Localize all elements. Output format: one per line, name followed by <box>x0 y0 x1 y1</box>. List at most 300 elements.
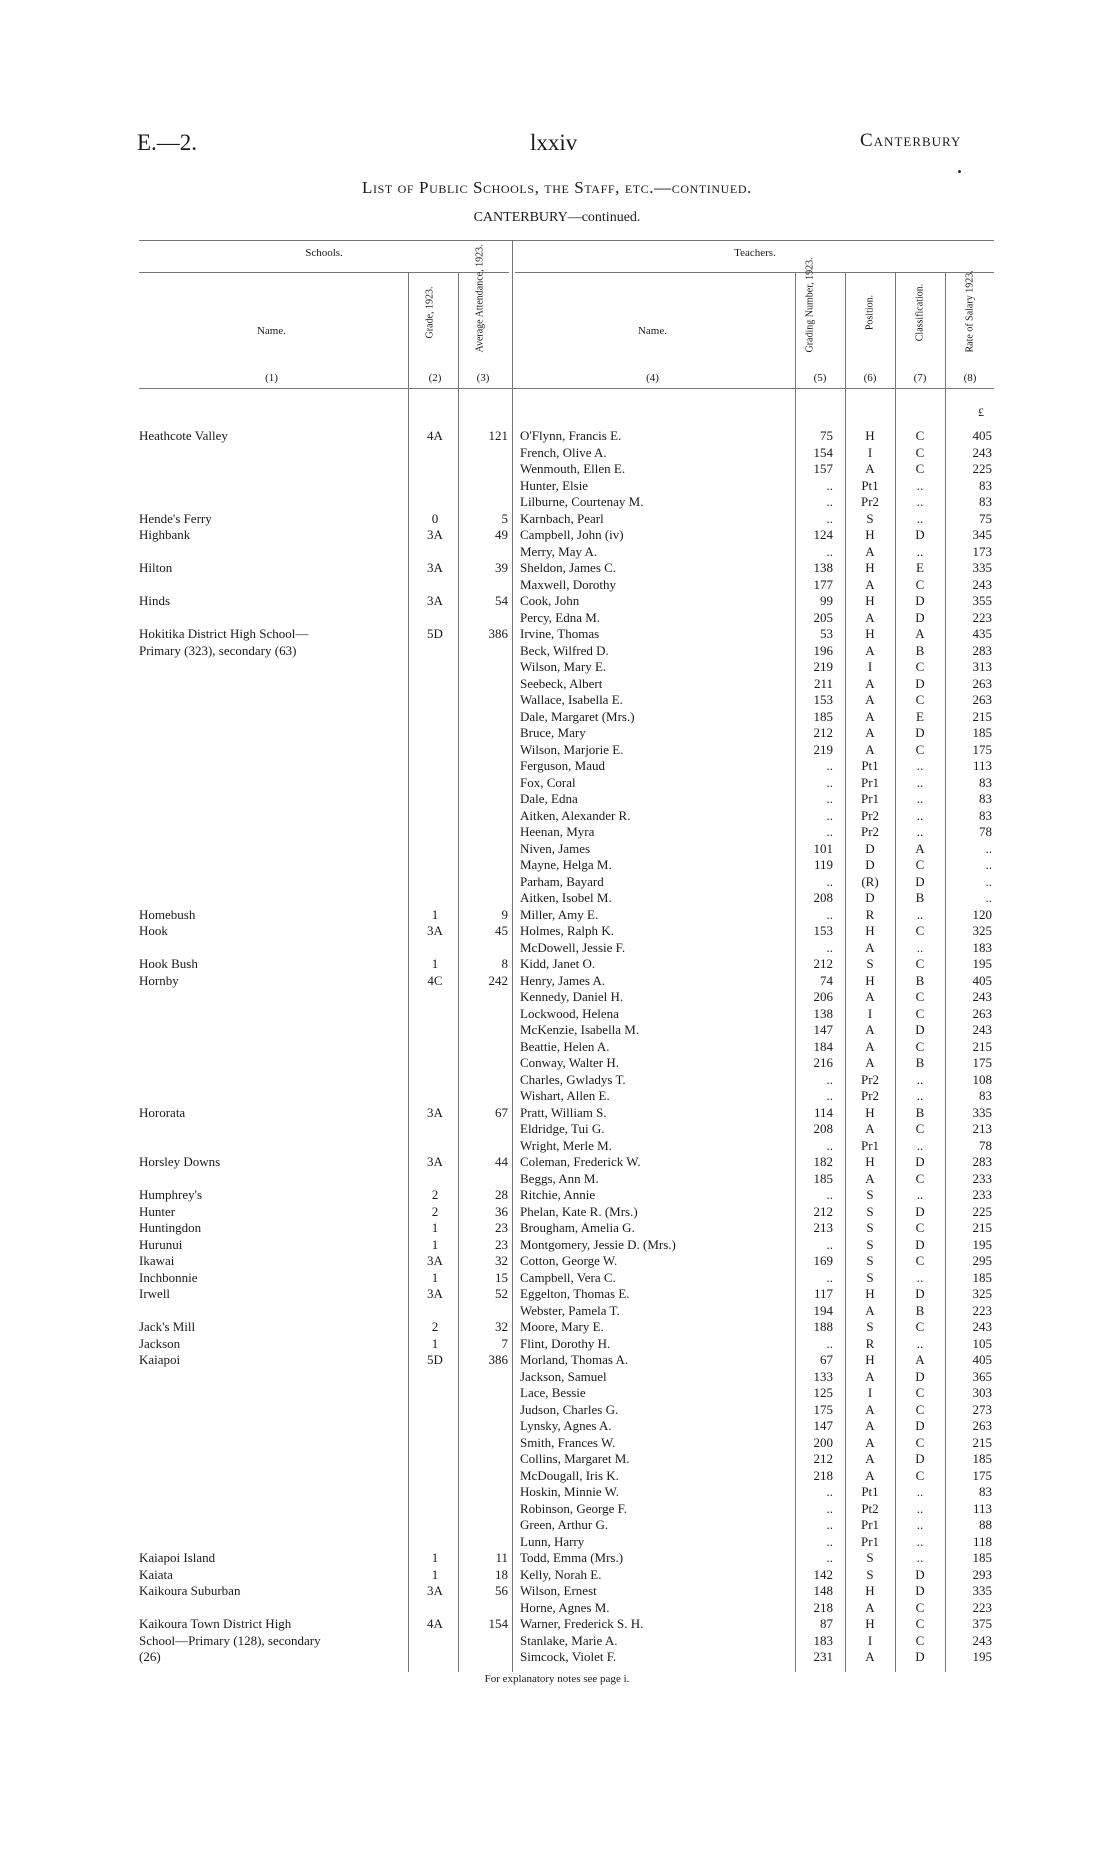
group-teachers: Teachers. <box>734 247 776 259</box>
teacher-classification: D <box>915 1451 925 1466</box>
teacher-name: Lace, Bessie <box>520 1385 586 1400</box>
average-attendance: 8 <box>501 956 508 971</box>
salary-rate: 215 <box>972 708 992 724</box>
table-row <box>0 1039 1114 1055</box>
teacher-classification: D <box>915 1154 925 1169</box>
teacher-name: McDowell, Jessie F. <box>520 939 626 955</box>
teacher-name: Lynsky, Agnes A. <box>520 1418 612 1433</box>
table-row <box>0 907 1114 923</box>
salary-rate: .. <box>985 873 992 889</box>
teacher-classification: C <box>915 1616 925 1631</box>
school-name: Hook Bush <box>139 956 198 971</box>
salary-rate: 195 <box>972 956 992 971</box>
table-row <box>0 1072 1114 1088</box>
table-row <box>0 560 1114 576</box>
teacher-name: Niven, James <box>520 840 591 856</box>
teacher-name: Cotton, George W. <box>520 1253 618 1268</box>
teacher-classification: .. <box>916 1269 924 1285</box>
col-num-3: (3) <box>476 372 490 384</box>
teacher-position: A <box>865 939 875 955</box>
table-row <box>0 1204 1114 1220</box>
teacher-position: Pt1 <box>861 477 879 493</box>
salary-rate: 223 <box>972 1599 992 1615</box>
teacher-classification: D <box>915 1368 925 1384</box>
average-attendance: 56 <box>495 1583 508 1598</box>
table-row <box>0 890 1114 906</box>
grading-number: .. <box>826 791 833 806</box>
school-grade: 5D <box>427 1352 443 1367</box>
school-name: Humphrey's <box>139 1187 203 1202</box>
grading-number: 124 <box>813 527 833 542</box>
table-row <box>0 1088 1114 1104</box>
average-attendance: 386 <box>488 626 508 641</box>
grading-number: .. <box>826 1187 833 1202</box>
teacher-classification: .. <box>916 1533 924 1549</box>
teacher-name: Beattie, Helen A. <box>520 1038 610 1054</box>
salary-rate: 215 <box>972 1434 992 1450</box>
teacher-classification: C <box>915 956 925 971</box>
school-grade: 1 <box>431 1220 439 1235</box>
average-attendance: 121 <box>488 428 508 443</box>
salary-rate: 83 <box>979 494 992 509</box>
table-row <box>0 1006 1114 1022</box>
teacher-position: A <box>865 708 875 724</box>
school-grade: 4C <box>427 972 443 988</box>
table-row <box>0 428 1114 444</box>
school-name: Hook <box>139 923 168 938</box>
school-grade: 4A <box>427 428 443 443</box>
col-num-1: (1) <box>265 372 278 384</box>
teacher-name: Wright, Merle M. <box>520 1137 612 1153</box>
school-name: (26) <box>139 1649 161 1664</box>
teacher-name: Campbell, John (iv) <box>520 527 624 542</box>
school-name: Heathcote Valley <box>139 428 228 443</box>
grading-number: 119 <box>813 857 833 872</box>
grading-number: 200 <box>813 1434 833 1450</box>
teacher-name: Wallace, Isabella E. <box>520 692 623 707</box>
footer-note: For explanatory notes see page i. <box>484 1673 630 1685</box>
school-grade: 3A <box>427 1154 443 1169</box>
school-name: Kaiapoi <box>139 1352 181 1367</box>
school-name: Jack's Mill <box>139 1319 196 1334</box>
salary-rate: 313 <box>972 659 992 674</box>
grading-number: 147 <box>813 1022 833 1037</box>
col-school-name: Name. <box>256 325 286 337</box>
teacher-classification: C <box>915 989 925 1004</box>
teacher-name: Robinson, George F. <box>520 1500 628 1516</box>
salary-rate: 213 <box>972 1121 992 1136</box>
teacher-classification: C <box>915 1632 925 1648</box>
teacher-name: Merry, May A. <box>520 543 598 559</box>
salary-rate: 243 <box>972 1632 992 1648</box>
teacher-classification: C <box>915 1599 925 1615</box>
salary-rate: 175 <box>972 1467 992 1483</box>
teacher-name: Morland, Thomas A. <box>520 1352 629 1367</box>
table-row <box>0 676 1114 692</box>
table-row <box>0 1583 1114 1599</box>
teacher-position: Pr1 <box>860 791 880 806</box>
teacher-name: Seebeck, Albert <box>520 675 603 691</box>
salary-rate: 223 <box>972 609 992 625</box>
teacher-classification: .. <box>916 939 924 955</box>
teacher-classification: .. <box>916 510 924 526</box>
table-row <box>0 478 1114 494</box>
grading-number: 75 <box>820 428 833 443</box>
average-attendance: 36 <box>495 1203 508 1219</box>
teacher-name: Heenan, Myra <box>520 824 595 839</box>
school-grade: 3A <box>427 560 443 575</box>
school-grade: 1 <box>431 1269 439 1285</box>
teacher-classification: C <box>915 1319 925 1334</box>
salary-rate: 325 <box>972 923 992 938</box>
table-row <box>0 1286 1114 1302</box>
teacher-name: Percy, Edna M. <box>520 609 601 625</box>
table-row <box>0 841 1114 857</box>
page-subtitle: CANTERBURY—continued. <box>473 210 641 225</box>
teacher-position: R <box>865 906 875 922</box>
teacher-name: McDougall, Iris K. <box>520 1467 619 1483</box>
grading-number: .. <box>826 1484 833 1499</box>
school-name: School—Primary (128), secondary <box>139 1632 321 1648</box>
school-name: Primary (323), secondary (63) <box>139 642 297 658</box>
table-row <box>0 1187 1114 1203</box>
teacher-classification: .. <box>916 824 924 839</box>
teacher-classification: .. <box>916 1071 924 1087</box>
teacher-position: A <box>865 1121 875 1136</box>
teacher-name: Simcock, Violet F. <box>520 1649 617 1664</box>
school-name: Kaikoura Suburban <box>139 1583 241 1598</box>
table-row <box>0 1319 1114 1335</box>
teacher-name: O'Flynn, Francis E. <box>520 428 622 443</box>
teacher-name: Aitken, Isobel M. <box>520 890 612 905</box>
table-row <box>0 1270 1114 1286</box>
teacher-classification: .. <box>916 1484 924 1499</box>
teacher-classification: .. <box>916 477 924 493</box>
teacher-classification: C <box>915 741 925 757</box>
average-attendance: 7 <box>501 1335 508 1351</box>
grading-number: .. <box>826 1335 833 1351</box>
teacher-position: Pr2 <box>860 1071 880 1087</box>
school-grade: 3A <box>427 1253 443 1268</box>
teacher-name: Karnbach, Pearl <box>520 510 604 526</box>
table-row <box>0 940 1114 956</box>
grading-number: .. <box>826 1071 833 1087</box>
salary-rate: 243 <box>972 1319 992 1334</box>
teacher-classification: B <box>915 972 925 988</box>
salary-rate: 243 <box>972 1022 992 1037</box>
teacher-position: Pt1 <box>861 758 879 773</box>
teacher-position: A <box>865 741 875 757</box>
school-grade: 2 <box>431 1187 439 1202</box>
table-row <box>0 1336 1114 1352</box>
teacher-position: A <box>865 1434 875 1450</box>
teacher-position: Pt2 <box>861 1500 879 1516</box>
table-row <box>0 544 1114 560</box>
salary-rate: 83 <box>979 1088 992 1103</box>
table-row <box>0 1451 1114 1467</box>
school-name: Jackson <box>139 1335 181 1351</box>
table-row <box>0 1567 1114 1583</box>
teacher-classification: E <box>916 708 924 724</box>
grading-number: .. <box>826 1517 833 1532</box>
grading-number: 208 <box>813 1121 833 1136</box>
teacher-position: Pr2 <box>860 494 880 509</box>
school-name: Kaiata <box>139 1566 173 1582</box>
salary-rate: 105 <box>972 1335 992 1351</box>
table-row <box>0 461 1114 477</box>
table-row <box>0 643 1114 659</box>
teacher-classification: D <box>915 527 925 542</box>
school-grade: 1 <box>431 1550 439 1565</box>
teacher-classification: C <box>915 1170 925 1186</box>
average-attendance: 5 <box>501 510 508 526</box>
teacher-name: Stanlake, Marie A. <box>520 1632 618 1648</box>
teacher-classification: C <box>915 428 925 443</box>
teacher-classification: C <box>915 923 925 938</box>
table-row <box>0 626 1114 642</box>
teacher-classification: E <box>916 560 924 575</box>
teacher-position: A <box>865 989 875 1004</box>
grading-number: 138 <box>813 560 833 575</box>
teacher-classification: C <box>915 576 925 592</box>
teacher-name: Pratt, William S. <box>520 1104 607 1120</box>
teacher-classification: D <box>915 609 925 625</box>
teacher-name: Lilburne, Courtenay M. <box>520 494 644 509</box>
teacher-position: A <box>865 1302 875 1318</box>
table-row <box>0 725 1114 741</box>
teacher-position: H <box>865 1286 875 1301</box>
table-row <box>0 1385 1114 1401</box>
teacher-classification: A <box>915 1352 925 1367</box>
grading-number: 67 <box>820 1352 833 1367</box>
grading-number: 184 <box>813 1038 833 1054</box>
teacher-classification: C <box>915 857 925 872</box>
school-name: Kaiapoi Island <box>139 1550 216 1565</box>
teacher-name: Beggs, Ann M. <box>520 1170 599 1186</box>
teacher-classification: C <box>915 1401 925 1417</box>
table-row <box>0 808 1114 824</box>
grading-number: 154 <box>813 444 833 460</box>
teacher-name: Mayne, Helga M. <box>520 857 612 872</box>
school-grade: 3A <box>427 593 443 608</box>
grading-number: 153 <box>813 692 833 707</box>
salary-rate: 83 <box>979 807 992 823</box>
teacher-position: A <box>865 1038 875 1054</box>
average-attendance: 45 <box>495 923 508 938</box>
teacher-position: Pr1 <box>860 1533 880 1549</box>
average-attendance: 28 <box>495 1187 508 1202</box>
grading-number: .. <box>826 1137 833 1153</box>
teacher-classification: .. <box>916 791 924 806</box>
school-name: Huntingdon <box>139 1220 202 1235</box>
col-attendance: Average Attendance, 1923. <box>474 244 486 353</box>
table-row <box>0 1649 1114 1665</box>
teacher-position: H <box>865 626 875 641</box>
teacher-classification: D <box>915 1203 925 1219</box>
salary-rate: 405 <box>972 972 992 988</box>
teacher-name: Lockwood, Helena <box>520 1005 619 1021</box>
teacher-classification: .. <box>916 1550 924 1565</box>
teacher-name: Irvine, Thomas <box>520 626 600 641</box>
teacher-classification: C <box>915 1434 925 1450</box>
average-attendance: 54 <box>495 593 508 608</box>
table-row <box>0 824 1114 840</box>
teacher-position: H <box>865 428 875 443</box>
col-grade: Grade, 1923. <box>424 286 436 339</box>
teacher-name: Kelly, Norah E. <box>520 1566 602 1582</box>
col-position: Position. <box>864 294 876 331</box>
table-row <box>0 1253 1114 1269</box>
salary-rate: 303 <box>972 1385 992 1400</box>
teacher-name: Aitken, Alexander R. <box>520 807 631 823</box>
currency-symbol: £ <box>978 405 984 419</box>
teacher-name: Kennedy, Daniel H. <box>520 989 624 1004</box>
teacher-position: Pr1 <box>860 1137 880 1153</box>
salary-rate: 243 <box>972 444 992 460</box>
salary-rate: 273 <box>972 1401 992 1417</box>
teacher-name: Wenmouth, Ellen E. <box>520 461 626 476</box>
teacher-name: Phelan, Kate R. (Mrs.) <box>520 1203 638 1219</box>
teacher-position: S <box>866 1253 874 1268</box>
salary-rate: 263 <box>972 692 992 707</box>
salary-rate: 83 <box>979 774 992 790</box>
teacher-name: Dale, Margaret (Mrs.) <box>520 708 635 724</box>
teacher-name: Sheldon, James C. <box>520 560 617 575</box>
teacher-classification: C <box>915 659 925 674</box>
teacher-classification: .. <box>916 1187 924 1202</box>
grading-number: 216 <box>813 1055 833 1070</box>
school-grade: 3A <box>427 1583 443 1598</box>
table-row <box>0 1633 1114 1649</box>
grading-number: 117 <box>813 1286 833 1301</box>
table-row <box>0 1550 1114 1566</box>
salary-rate: 283 <box>972 642 992 658</box>
grading-number: .. <box>826 510 833 526</box>
teacher-name: Charles, Gwladys T. <box>520 1071 626 1087</box>
teacher-name: Hoskin, Minnie W. <box>520 1484 619 1499</box>
col-num-4: (4) <box>646 372 659 384</box>
grading-number: 206 <box>813 989 833 1004</box>
average-attendance: 154 <box>488 1616 508 1631</box>
table-row <box>0 857 1114 873</box>
table-row <box>0 1237 1114 1253</box>
average-attendance: 23 <box>495 1236 508 1252</box>
teacher-classification: D <box>915 1649 925 1664</box>
teacher-classification: D <box>915 1418 925 1433</box>
grading-number: 148 <box>813 1583 833 1598</box>
teacher-classification: D <box>915 675 925 691</box>
teacher-classification: .. <box>916 1335 924 1351</box>
table-row <box>0 1369 1114 1385</box>
teacher-name: Montgomery, Jessie D. (Mrs.) <box>520 1236 676 1252</box>
average-attendance: 49 <box>495 527 508 542</box>
grading-number: 99 <box>820 593 833 608</box>
table-row <box>0 1121 1114 1137</box>
salary-rate: 175 <box>972 1055 992 1070</box>
teacher-position: Pr2 <box>860 824 880 839</box>
teacher-name: Wishart, Allen E. <box>520 1088 610 1103</box>
teacher-position: S <box>866 1566 874 1582</box>
table-row <box>0 1616 1114 1632</box>
table-row <box>0 758 1114 774</box>
grading-number: 212 <box>813 725 833 740</box>
col-classification: Classification. <box>914 283 926 342</box>
salary-rate: 83 <box>979 791 992 806</box>
teacher-name: Eldridge, Tui G. <box>520 1121 605 1136</box>
salary-rate: 215 <box>972 1038 992 1054</box>
average-attendance: 52 <box>495 1286 508 1301</box>
teacher-name: Miller, Amy E. <box>520 906 599 922</box>
school-grade: 3A <box>427 923 443 938</box>
teacher-classification: .. <box>916 1137 924 1153</box>
average-attendance: 11 <box>495 1550 508 1565</box>
salary-rate: 120 <box>972 906 992 922</box>
teacher-name: Moore, Mary E. <box>520 1319 604 1334</box>
school-name: Hinds <box>139 593 171 608</box>
page-title: List of Public Schools, the Staff, etc.—continued. <box>362 178 752 197</box>
salary-rate: 175 <box>972 741 992 757</box>
salary-rate: 75 <box>979 510 992 526</box>
grading-number: .. <box>826 1533 833 1549</box>
grading-number: 74 <box>820 972 833 988</box>
average-attendance: 15 <box>495 1269 508 1285</box>
teacher-classification: D <box>915 873 925 889</box>
teacher-name: Kidd, Janet O. <box>520 956 596 971</box>
table-row <box>0 791 1114 807</box>
table-row <box>0 494 1114 510</box>
table-row <box>0 1418 1114 1434</box>
salary-rate: 83 <box>979 1484 992 1499</box>
teacher-position: A <box>865 1055 875 1070</box>
teacher-position: D <box>865 840 875 856</box>
grading-number: 114 <box>813 1104 833 1120</box>
grading-number: 87 <box>820 1616 833 1631</box>
teacher-position: A <box>865 1170 875 1186</box>
average-attendance: 32 <box>495 1319 508 1334</box>
table-row <box>0 775 1114 791</box>
table-row <box>0 1022 1114 1038</box>
salary-rate: 365 <box>972 1368 992 1384</box>
grading-number: 212 <box>813 1203 833 1219</box>
teacher-classification: .. <box>916 1088 924 1103</box>
teacher-name: Ferguson, Maud <box>520 758 605 773</box>
teacher-name: Brougham, Amelia G. <box>520 1220 635 1235</box>
table-row <box>0 1171 1114 1187</box>
teacher-name: Lunn, Harry <box>520 1533 585 1549</box>
teacher-position: A <box>865 1451 875 1466</box>
teacher-classification: D <box>915 1566 925 1582</box>
teacher-position: I <box>867 659 873 674</box>
grading-number: .. <box>826 824 833 839</box>
grading-number: .. <box>826 1269 833 1285</box>
table-row <box>0 1055 1114 1071</box>
teacher-name: French, Olive A. <box>520 444 607 460</box>
grading-number: .. <box>826 494 833 509</box>
teacher-position: A <box>865 725 875 740</box>
table-row <box>0 1501 1114 1517</box>
teacher-position: S <box>866 956 874 971</box>
salary-rate: 283 <box>972 1154 992 1169</box>
table-row <box>0 610 1114 626</box>
teacher-position: I <box>867 1632 873 1648</box>
salary-rate: 185 <box>972 1550 992 1565</box>
teacher-position: A <box>865 576 875 592</box>
teacher-classification: .. <box>916 1517 924 1532</box>
grading-number: .. <box>826 543 833 559</box>
school-name: Hurunui <box>139 1236 183 1252</box>
average-attendance: 242 <box>488 972 508 988</box>
grading-number: .. <box>826 1500 833 1516</box>
